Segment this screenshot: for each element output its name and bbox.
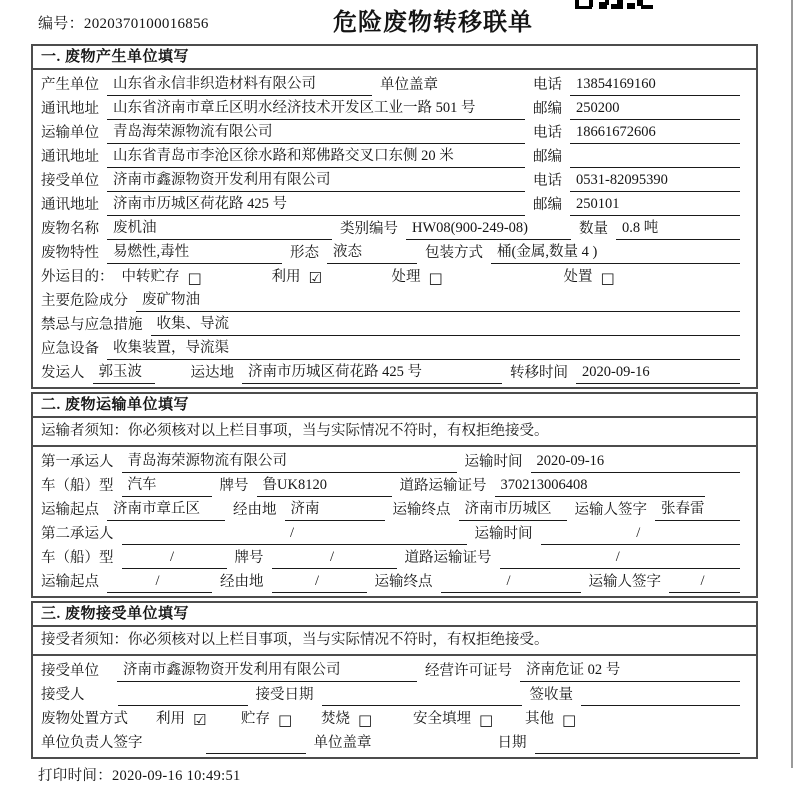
field-value: 青岛海荣源物流有限公司 (107, 120, 525, 144)
field-value: 废矿物油 (136, 288, 740, 312)
section-title: 二. 废物运输单位填写 (33, 394, 756, 418)
field-value: / (122, 549, 227, 569)
field-label: 运输起点 (41, 574, 99, 590)
field-label: 废物名称 (41, 221, 99, 237)
form-row (33, 240, 756, 264)
form-row (33, 96, 756, 120)
form-row (33, 144, 756, 168)
field-value: 郭玉波 (93, 360, 155, 384)
field-value: 370213006408 (495, 477, 705, 497)
field-label: 日期 (497, 735, 527, 751)
print-time-label: 打印时间： (38, 768, 112, 784)
field-label: 运输人签字 (574, 502, 647, 518)
checkbox-icon: □ (479, 711, 494, 729)
field-value: 张春雷 (655, 497, 740, 521)
section-3 (31, 601, 758, 759)
field-label: 接受单位 (41, 663, 99, 679)
field-label: 牌号 (219, 478, 249, 494)
field-value: 0.8 吨 (616, 216, 740, 240)
field-label: 废物处置方式 (41, 711, 128, 727)
checkbox-field (272, 265, 392, 288)
field-value (322, 692, 522, 707)
form-row (33, 72, 756, 96)
field-value: / (272, 549, 397, 569)
field-value: 易燃性,毒性 (107, 240, 282, 264)
field-value (206, 740, 306, 755)
field-label: 接受日期 (255, 687, 314, 703)
field-value: 济南市历城区 (459, 497, 567, 521)
field-label: 单位盖章 (313, 735, 372, 751)
field-value: 液态 (327, 240, 417, 264)
field-label: 运输起点 (41, 502, 99, 518)
field-label: 转移时间 (510, 365, 568, 381)
field-value: 济南市历城区荷花路 425 号 (242, 360, 502, 384)
field-label: 废物特性 (41, 245, 99, 261)
field-label: 接受单位 (41, 173, 99, 189)
checkbox-label: 处置 (563, 269, 593, 285)
field-value: / (441, 573, 581, 593)
doc-number-value: 2020370100016856 (83, 16, 209, 32)
field-label: 电话 (533, 125, 562, 141)
form-row (33, 288, 756, 312)
page-title: 危险废物转移联单 (333, 10, 533, 36)
checkbox-label: 安全填埋 (413, 711, 471, 727)
field-label: 牌号 (234, 550, 264, 566)
section-rows (33, 656, 756, 757)
field-label: 经由地 (233, 502, 277, 518)
form-row (33, 449, 756, 473)
form-sections (31, 44, 758, 759)
form-row (33, 264, 756, 288)
checkbox-label: 利用 (156, 711, 185, 727)
field-value: HW08(900-249-08) (406, 220, 571, 240)
checkbox-field (525, 707, 576, 730)
form-row (33, 658, 756, 682)
field-value: / (500, 549, 741, 569)
field-label: 运输终点 (392, 502, 451, 518)
field-label: 运达地 (190, 365, 234, 381)
checkbox-icon: □ (428, 269, 443, 287)
section-rows (33, 70, 756, 387)
checkbox-label: 处理 (391, 269, 421, 285)
checkbox-icon: □ (600, 269, 615, 287)
field-value: / (272, 573, 367, 593)
print-time-value: 2020-09-16 10:49:51 (112, 768, 241, 784)
field-label: 产生单位 (41, 77, 99, 93)
checkbox-icon: □ (358, 711, 373, 729)
field-label: 车（船）型 (41, 550, 114, 566)
field-value: 18661672606 (570, 124, 740, 144)
field-label: 车（船）型 (41, 478, 114, 494)
field-label: 通讯地址 (41, 149, 99, 165)
field-value: / (541, 525, 741, 545)
field-label: 单位负责人签字 (41, 735, 143, 751)
checkbox-field (122, 265, 272, 288)
form-row (33, 312, 756, 336)
field-label: 通讯地址 (41, 101, 99, 117)
form-row (33, 216, 756, 240)
field-value: 济南 (285, 497, 385, 521)
field-label: 形态 (290, 245, 319, 261)
form-row (33, 192, 756, 216)
document-header (0, 0, 796, 44)
checkbox-label: 中转贮存 (121, 269, 180, 285)
form-row (33, 336, 756, 360)
field-value: 13854169160 (570, 76, 740, 96)
field-value: 汽车 (122, 473, 212, 497)
field-value: 鲁UK8120 (257, 473, 392, 497)
checkbox-field (392, 265, 564, 288)
section-notice: 接受者须知：你必须核对以上栏目事项，当与实际情况不符时，有权拒绝接受。 (33, 627, 756, 656)
checkbox-label: 贮存 (241, 711, 270, 727)
checkbox-checked-icon: ☑ (193, 711, 207, 729)
form-row (33, 730, 756, 754)
field-label: 通讯地址 (41, 197, 99, 213)
doc-number (38, 12, 209, 33)
field-label: 运输人签字 (588, 574, 661, 590)
field-value (570, 154, 740, 169)
doc-number-label: 编号： (38, 16, 84, 32)
field-value: 济南市历城区荷花路 425 号 (107, 192, 525, 216)
field-label: 经营许可证号 (425, 663, 512, 679)
field-value: 济南市鑫源物资开发利用有限公司 (107, 168, 525, 192)
field-label: 单位盖章 (380, 77, 438, 93)
field-label: 类别编号 (340, 221, 398, 237)
checkbox-field (413, 707, 525, 730)
form-row (33, 545, 756, 569)
form-row (33, 120, 756, 144)
field-label: 接受人 (41, 687, 85, 703)
field-value: 青岛海荣源物流有限公司 (122, 449, 457, 473)
field-value (118, 692, 248, 707)
field-value: / (122, 525, 467, 545)
form-row (33, 473, 756, 497)
field-value: 废机油 (107, 216, 332, 240)
form-row (33, 682, 756, 706)
checkbox-icon: □ (278, 711, 293, 729)
field-value: 山东省济南市章丘区明水经济技术开发区工业一路 501 号 (107, 96, 525, 120)
field-value: 收集、导流 (151, 312, 741, 336)
checkbox-field (156, 707, 241, 730)
field-label: 邮编 (533, 101, 562, 117)
field-label: 应急设备 (41, 341, 99, 357)
field-label: 签收量 (529, 687, 573, 703)
checkbox-label: 利用 (271, 269, 301, 285)
checkbox-icon: □ (187, 269, 202, 287)
field-label: 邮编 (533, 197, 562, 213)
field-label: 运输单位 (41, 125, 99, 141)
field-value: 2020-09-16 (576, 364, 740, 384)
field-value: 济南市鑫源物资开发利用有限公司 (117, 658, 417, 682)
checkbox-field (241, 707, 321, 730)
checkbox-field (564, 265, 615, 288)
checkbox-icon: □ (562, 711, 577, 729)
field-value: 济南市章丘区 (107, 497, 225, 521)
field-label: 运输时间 (474, 526, 533, 542)
field-label: 第二承运人 (41, 526, 114, 542)
page-edge-line (791, 0, 793, 768)
checkbox-field (321, 707, 413, 730)
print-time (38, 764, 796, 785)
field-label: 外运目的： (41, 269, 114, 285)
field-label: 电话 (533, 173, 562, 189)
section-1 (31, 44, 758, 389)
form-row (33, 706, 756, 730)
field-label: 发运人 (41, 365, 85, 381)
field-label: 道路运输证号 (404, 550, 492, 566)
field-value: 2020-09-16 (531, 453, 741, 473)
field-value: / (107, 573, 212, 593)
field-label: 第一承运人 (41, 454, 114, 470)
checkbox-label: 焚烧 (321, 711, 350, 727)
form-row (33, 168, 756, 192)
field-label: 主要危险成分 (41, 293, 128, 309)
form-row (33, 521, 756, 545)
field-value: 济南危证 02 号 (520, 658, 740, 682)
section-title: 一. 废物产生单位填写 (33, 46, 756, 70)
field-value: 250200 (570, 100, 740, 120)
field-label: 电话 (533, 77, 562, 93)
field-value: 山东省永信非织造材料有限公司 (107, 72, 372, 96)
field-label: 经由地 (220, 574, 264, 590)
field-label: 运输时间 (464, 454, 523, 470)
field-value (535, 740, 741, 755)
field-label: 道路运输证号 (399, 478, 487, 494)
field-value (581, 692, 740, 707)
field-label: 包装方式 (425, 245, 483, 261)
field-label: 数量 (579, 221, 608, 237)
section-rows (33, 447, 756, 596)
field-value: 桶(金属,数量 4 ) (491, 240, 740, 264)
form-row (33, 569, 756, 593)
section-2 (31, 392, 758, 598)
field-label: 运输终点 (374, 574, 433, 590)
section-title: 三. 废物接受单位填写 (33, 603, 756, 627)
field-value: 0531-82095390 (570, 172, 740, 192)
checkbox-label: 其他 (525, 711, 554, 727)
checkbox-checked-icon: ☑ (308, 269, 322, 287)
field-label: 邮编 (533, 149, 562, 165)
section-notice: 运输者须知：你必须核对以上栏目事项，当与实际情况不符时，有权拒绝接受。 (33, 418, 756, 447)
field-value: 山东省青岛市李沧区徐水路和郑佛路交叉口东侧 20 米 (107, 144, 525, 168)
field-label: 禁忌与应急措施 (41, 317, 143, 333)
form-row (33, 497, 756, 521)
qr-code-icon (575, 0, 655, 10)
field-value: / (669, 573, 740, 593)
form-row (33, 360, 756, 384)
field-value: 收集装置，导流渠 (107, 336, 740, 360)
field-value: 250101 (570, 196, 740, 216)
